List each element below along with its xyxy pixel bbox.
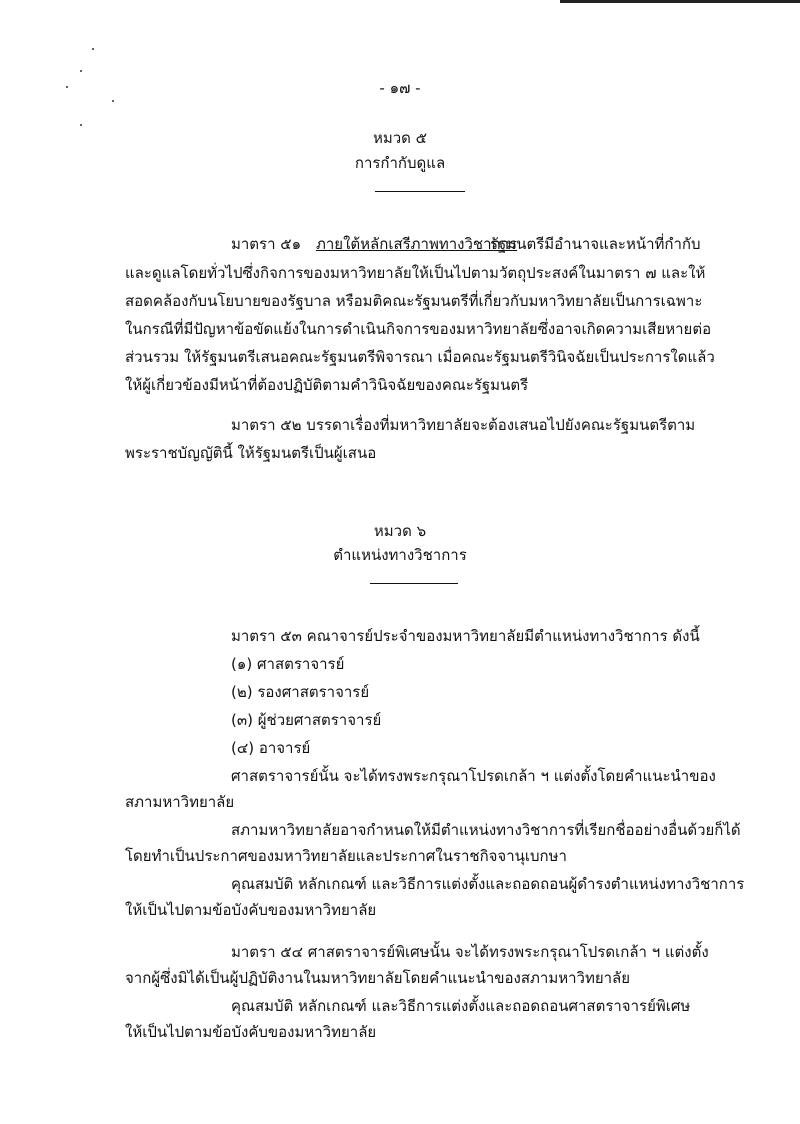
section-text-line: ส่วนรวม ให้รัฐมนตรีเสนอคณะรัฐมนตรีพิจารณา เมื่อคณะรัฐมนตรีวินิจฉัยเป็นประการใดแล้ว — [125, 348, 715, 366]
section-text-line: ให้ผู้เกี่ยวข้องมีหน้าที่ต้องปฏิบัติตามคำวินิจฉัยของคณะรัฐมนตรี — [125, 376, 529, 394]
scan-speck — [112, 100, 114, 102]
chapter-heading: หมวด ๕ — [372, 129, 428, 147]
chapter-title: การกำกับดูแล — [354, 154, 446, 172]
page-number: - ๑๗ - — [379, 79, 421, 97]
section-text-line: มาตรา ๕๔ ศาสตราจารย์พิเศษนั้น จะได้ทรงพระกรุณาโปรดเกล้า ฯ แต่งตั้ง — [231, 943, 709, 961]
list-item: (๓) ผู้ช่วยศาสตราจารย์ — [231, 711, 382, 729]
list-item: (๒) รองศาสตราจารย์ — [231, 683, 370, 701]
chapter-title: ตำแหน่งทางวิชาการ — [333, 546, 467, 564]
section-text-line: ในกรณีที่มีปัญหาข้อขัดแย้งในการดำเนินกิจการของมหาวิทยาลัยซึ่งอาจเกิดความเสียหายต่อ — [125, 320, 712, 338]
chapter-divider — [375, 191, 465, 192]
section-number: มาตรา ๕๑ — [231, 235, 302, 253]
section-text-line: มาตรา ๕๒ บรรดาเรื่องที่มหาวิทยาลัยจะต้องเสนอไปยังคณะรัฐมนตรีตาม — [231, 416, 696, 434]
section-text-line: พระราชบัญญัตินี้ ให้รัฐมนตรีเป็นผู้เสนอ — [125, 444, 377, 462]
section-text-line: คุณสมบัติ หลักเกณฑ์ และวิธีการแต่งตั้งและถอดถอนผู้ดำรงตำแหน่งทางวิชาการ — [231, 875, 745, 893]
scan-speck — [92, 48, 94, 50]
chapter-divider — [370, 583, 458, 584]
section-text-line: มาตรา ๕๓ คณาจารย์ประจำของมหาวิทยาลัยมีตำแหน่งทางวิชาการ ดังนี้ — [231, 627, 700, 645]
scan-edge-mark — [560, 0, 800, 3]
section-text-line: จากผู้ซึ่งมิได้เป็นผู้ปฏิบัติงานในมหาวิทยาลัยโดยคำแนะนำของสภามหาวิทยาลัย — [125, 969, 631, 987]
list-item: (๔) อาจารย์ — [231, 739, 311, 757]
section-text-line: ให้เป็นไปตามข้อบังคับของมหาวิทยาลัย — [125, 1023, 377, 1041]
section-text-line: สภามหาวิทยาลัย — [125, 793, 235, 811]
section-text-line: และดูแลโดยทั่วไปซึ่งกิจการของมหาวิทยาลัยให้เป็นไปตามวัตถุประสงค์ในมาตรา ๗ และให้ — [125, 264, 706, 282]
list-item: (๑) ศาสตราจารย์ — [231, 655, 345, 673]
section-text-line: ศาสตราจารย์นั้น จะได้ทรงพระกรุณาโปรดเกล้า ฯ แต่งตั้งโดยคำแนะนำของ — [231, 767, 716, 785]
section-text-line: สภามหาวิทยาลัยอาจกำหนดให้มีตำแหน่งทางวิชาการที่เรียกชื่ออย่างอื่นด้วยก็ได้ — [231, 821, 741, 839]
section-text-line: คุณสมบัติ หลักเกณฑ์ และวิธีการแต่งตั้งและถอดถอนศาสตราจารย์พิเศษ — [231, 997, 691, 1015]
section-text-line: โดยทำเป็นประกาศของมหาวิทยาลัยและประกาศในราชกิจจานุเบกษา — [125, 847, 567, 865]
section-emphasis: ภายใต้หลักเสรีภาพทางวิชาการ — [316, 235, 518, 253]
scan-speck — [80, 70, 82, 72]
section-text-line: สอดคล้องกับนโยบายของรัฐบาล หรือมติคณะรัฐมนตรีที่เกี่ยวกับมหาวิทยาลัยเป็นการเฉพาะ — [125, 292, 703, 310]
chapter-heading: หมวด ๖ — [373, 522, 427, 540]
section-text: รัฐมนตรีมีอำนาจและหน้าที่กำกับ — [490, 235, 701, 253]
section-text-line: ให้เป็นไปตามข้อบังคับของมหาวิทยาลัย — [125, 901, 377, 919]
